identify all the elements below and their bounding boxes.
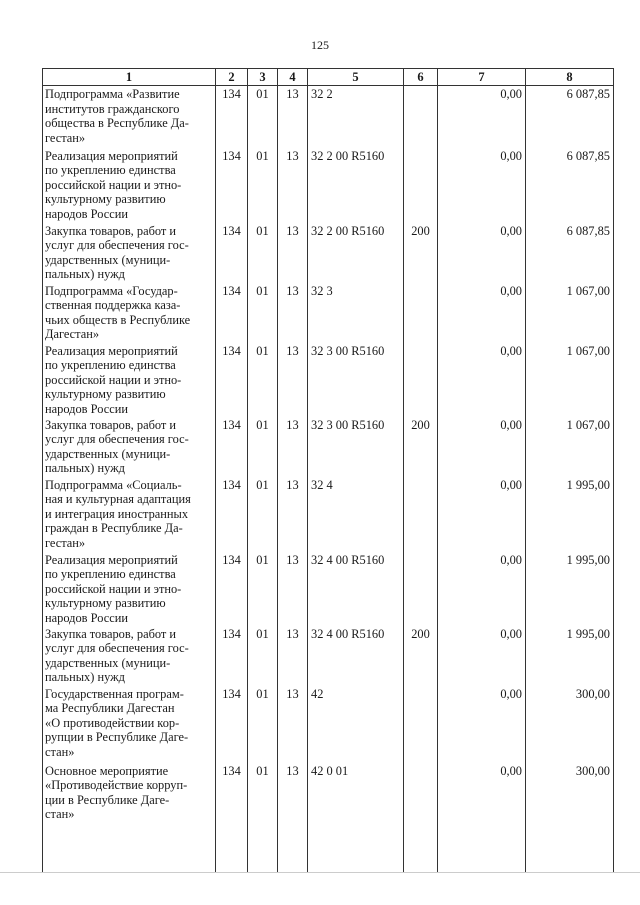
row-expense-type: 200: [404, 417, 438, 477]
table-row: [43, 343, 614, 417]
row-subsection: 13: [278, 86, 308, 148]
row-target-article: 32 4: [308, 477, 404, 552]
header-col-4: 4: [278, 69, 308, 86]
row-section: 01: [248, 686, 278, 763]
table-row: [43, 686, 614, 763]
row-amount-7: 0,00: [438, 626, 526, 686]
row-admin-code: 134: [216, 148, 248, 223]
row-amount-7: 0,00: [438, 86, 526, 148]
row-name: Закупка товаров, работ и услуг для обеспечения гос- ударственных (муници- пальных) нужд: [43, 223, 216, 283]
row-amount-7: 0,00: [438, 552, 526, 626]
row-expense-type: [404, 343, 438, 417]
row-expense-type: [404, 283, 438, 343]
row-section: 01: [248, 626, 278, 686]
row-expense-type: [404, 477, 438, 552]
row-admin-code: 134: [216, 626, 248, 686]
table-row: [43, 477, 614, 552]
row-subsection: 13: [278, 686, 308, 763]
row-name: Государственная програм- ма Республики Дагестан «О противодействии кор- рупции в Республике Даге- стан»: [43, 686, 216, 763]
row-admin-code: 134: [216, 86, 248, 148]
table-row: [43, 626, 614, 686]
row-amount-8: 300,00: [526, 686, 614, 763]
row-name: Реализация мероприятий по укреплению единства российской нации и этно- культурному развитию народов России: [43, 148, 216, 223]
row-amount-7: 0,00: [438, 223, 526, 283]
row-amount-8: 1 995,00: [526, 477, 614, 552]
row-amount-7: 0,00: [438, 343, 526, 417]
row-expense-type: [404, 552, 438, 626]
row-section: 01: [248, 763, 278, 872]
table-row: [43, 283, 614, 343]
row-admin-code: 134: [216, 343, 248, 417]
row-amount-7: 0,00: [438, 477, 526, 552]
header-col-8: 8: [526, 69, 614, 86]
row-amount-7: 0,00: [438, 148, 526, 223]
row-admin-code: 134: [216, 763, 248, 872]
row-name: Реализация мероприятий по укреплению единства российской нации и этно- культурному развитию народов России: [43, 552, 216, 626]
row-target-article: 32 2 00 R5160: [308, 223, 404, 283]
row-expense-type: 200: [404, 626, 438, 686]
row-expense-type: [404, 86, 438, 148]
row-target-article: 42 0 01: [308, 763, 404, 872]
row-amount-8: 6 087,85: [526, 86, 614, 148]
row-amount-7: 0,00: [438, 686, 526, 763]
row-subsection: 13: [278, 417, 308, 477]
row-target-article: 32 4 00 R5160: [308, 552, 404, 626]
header-col-2: 2: [216, 69, 248, 86]
row-subsection: 13: [278, 343, 308, 417]
row-amount-7: 0,00: [438, 417, 526, 477]
row-amount-8: 1 995,00: [526, 626, 614, 686]
table-row: [43, 417, 614, 477]
row-amount-8: 1 067,00: [526, 343, 614, 417]
row-name: Основное мероприятие «Противодействие корруп- ции в Республике Даге- стан»: [43, 763, 216, 872]
header-col-6: 6: [404, 69, 438, 86]
row-expense-type: [404, 148, 438, 223]
page-number: 125: [311, 38, 329, 52]
table-header: [43, 69, 614, 86]
row-amount-8: 1 995,00: [526, 552, 614, 626]
table-row: [43, 86, 614, 148]
table-row: [43, 148, 614, 223]
row-amount-8: 300,00: [526, 763, 614, 872]
row-amount-8: 6 087,85: [526, 148, 614, 223]
row-expense-type: [404, 763, 438, 872]
budget-table: [42, 68, 614, 872]
header-col-1: 1: [43, 69, 216, 86]
row-admin-code: 134: [216, 417, 248, 477]
row-subsection: 13: [278, 626, 308, 686]
row-amount-8: 1 067,00: [526, 417, 614, 477]
row-name: Закупка товаров, работ и услуг для обеспечения гос- ударственных (муници- пальных) нужд: [43, 626, 216, 686]
row-name: Подпрограмма «Социаль- ная и культурная адаптация и интеграция иностранных граждан в Республике Да- гестан»: [43, 477, 216, 552]
row-target-article: 42: [308, 686, 404, 763]
row-subsection: 13: [278, 283, 308, 343]
row-target-article: 32 4 00 R5160: [308, 626, 404, 686]
row-section: 01: [248, 223, 278, 283]
row-section: 01: [248, 148, 278, 223]
table-row: [43, 763, 614, 872]
row-section: 01: [248, 417, 278, 477]
row-subsection: 13: [278, 477, 308, 552]
row-subsection: 13: [278, 763, 308, 872]
row-section: 01: [248, 552, 278, 626]
row-subsection: 13: [278, 148, 308, 223]
row-admin-code: 134: [216, 686, 248, 763]
header-col-7: 7: [438, 69, 526, 86]
page-bottom-edge: [0, 872, 640, 873]
row-section: 01: [248, 283, 278, 343]
row-admin-code: 134: [216, 223, 248, 283]
row-name: Закупка товаров, работ и услуг для обеспечения гос- ударственных (муници- пальных) нужд: [43, 417, 216, 477]
row-target-article: 32 2 00 R5160: [308, 148, 404, 223]
row-subsection: 13: [278, 223, 308, 283]
table-row: [43, 552, 614, 626]
row-admin-code: 134: [216, 552, 248, 626]
row-section: 01: [248, 343, 278, 417]
row-expense-type: [404, 686, 438, 763]
row-admin-code: 134: [216, 283, 248, 343]
row-name: Подпрограмма «Государ- ственная поддержка каза- чьих обществ в Республике Дагестан»: [43, 283, 216, 343]
row-target-article: 32 2: [308, 86, 404, 148]
table-body: [43, 86, 614, 872]
row-amount-7: 0,00: [438, 763, 526, 872]
row-target-article: 32 3: [308, 283, 404, 343]
header-col-3: 3: [248, 69, 278, 86]
table-row: [43, 223, 614, 283]
row-name: Реализация мероприятий по укреплению единства российской нации и этно- культурному развитию народов России: [43, 343, 216, 417]
header-row: [43, 69, 614, 86]
row-name: Подпрограмма «Развитие институтов гражданского общества в Республике Да- гестан»: [43, 86, 216, 148]
row-target-article: 32 3 00 R5160: [308, 417, 404, 477]
row-amount-7: 0,00: [438, 283, 526, 343]
header-col-5: 5: [308, 69, 404, 86]
row-expense-type: 200: [404, 223, 438, 283]
row-subsection: 13: [278, 552, 308, 626]
row-admin-code: 134: [216, 477, 248, 552]
row-section: 01: [248, 86, 278, 148]
row-section: 01: [248, 477, 278, 552]
row-target-article: 32 3 00 R5160: [308, 343, 404, 417]
row-amount-8: 6 087,85: [526, 223, 614, 283]
row-amount-8: 1 067,00: [526, 283, 614, 343]
